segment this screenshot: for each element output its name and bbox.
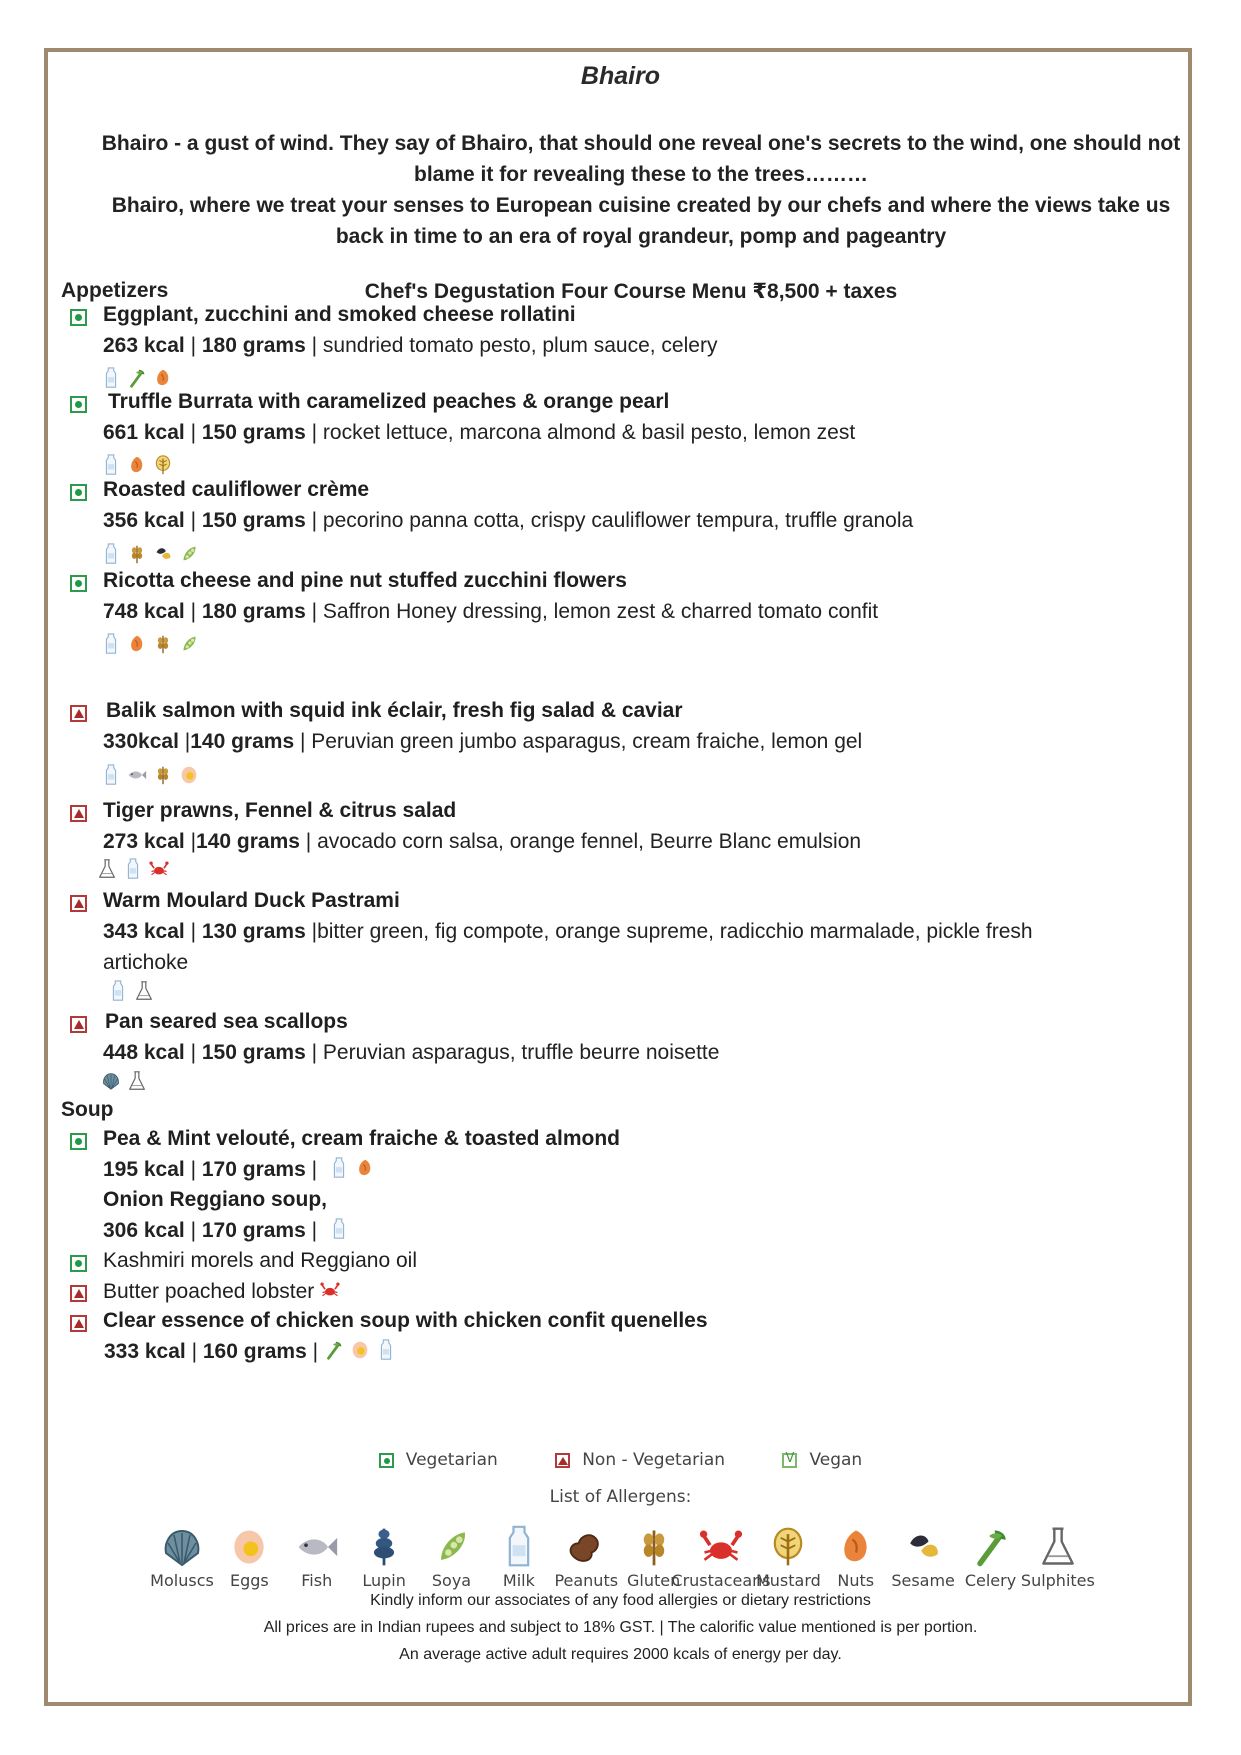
dish-detail: [103, 916, 1123, 978]
separator: |: [184, 1041, 202, 1064]
section-soup: Soup: [61, 1098, 114, 1121]
dish-kcal: 306 kcal: [103, 1219, 185, 1242]
sesame-icon: [153, 543, 173, 565]
sulphites-icon: [127, 1070, 147, 1092]
allergen-icons: [97, 858, 169, 880]
allergen-label: Sesame: [891, 1571, 955, 1590]
dish-grams: 140 grams: [190, 730, 295, 753]
diet-legend: [0, 1450, 1241, 1473]
allergen-label: Nuts: [837, 1571, 875, 1590]
dish-name: [103, 1279, 340, 1304]
separator: |: [294, 730, 312, 753]
allergen-icons: [323, 1219, 349, 1242]
allergen-label: Lupin: [362, 1571, 406, 1590]
separator: |: [184, 421, 202, 444]
allergen-icons: [318, 1340, 396, 1363]
dish-kcal: 356 kcal: [103, 509, 185, 532]
dish-detail: [104, 1336, 1124, 1367]
dish-grams: 180 grams: [201, 334, 306, 357]
celery-icon: [127, 367, 147, 389]
dish-detail: [103, 826, 1123, 857]
dish-detail: [103, 596, 1123, 627]
allergen-icons: [101, 1070, 147, 1092]
allergen-label: Eggs: [229, 1571, 269, 1590]
dish-detail: [103, 1215, 1123, 1246]
separator: |: [178, 730, 191, 753]
dish-grams: 130 grams: [201, 920, 306, 943]
allergen-label: Peanuts: [554, 1571, 619, 1590]
nonveg-mark-icon: [555, 1453, 570, 1468]
diet-mark: [70, 1255, 87, 1272]
diet-mark: [70, 309, 87, 326]
diet-mark: [70, 1133, 87, 1150]
dish-detail: [103, 1154, 1123, 1185]
separator: |: [305, 1041, 323, 1064]
dish-kcal: 273 kcal: [103, 830, 185, 853]
dish-kcal: 661 kcal: [103, 421, 185, 444]
allergen-label: Milk: [502, 1571, 535, 1590]
sulphites-icon: [1036, 1525, 1080, 1569]
dish-grams: 150 grams: [201, 509, 306, 532]
allergen-legend-item: [891, 1523, 955, 1590]
allergen-list-title: List of Allergens:: [549, 1487, 692, 1507]
allergen-legend: [150, 1523, 1095, 1590]
dish-name: Kashmiri morels and Reggiano oil: [103, 1249, 417, 1272]
dish-name: Ricotta cheese and pine nut stuffed zucchini flowers: [103, 569, 627, 592]
allergen-label: Fish: [301, 1571, 333, 1590]
dish-grams: 160 grams: [202, 1340, 307, 1363]
celery-icon: [324, 1339, 344, 1361]
nuts-icon: [127, 633, 147, 655]
dish-grams: 170 grams: [201, 1158, 306, 1181]
eggs-icon: [227, 1525, 271, 1569]
sesame-icon: [901, 1525, 945, 1569]
diet-mark: [70, 895, 87, 912]
dish-grams: 150 grams: [201, 1041, 306, 1064]
crustaceans-icon: [699, 1525, 743, 1569]
dish-name: Pan seared sea scallops: [105, 1010, 348, 1033]
milk-icon: [497, 1525, 541, 1569]
allergen-icons: [101, 454, 173, 476]
intro-line-1: Bhairo - a gust of wind. They say of Bhairo, that should one reveal one's secrets to the wind, one should not blame it for revealing these to the trees………: [101, 132, 1181, 186]
milk-icon: [108, 980, 128, 1002]
diet-mark: [70, 484, 87, 501]
separator: |: [305, 1219, 323, 1242]
nuts-icon: [127, 454, 147, 476]
section-appetizers: Appetizers: [61, 279, 169, 302]
legend-label: Vegetarian: [405, 1450, 498, 1470]
allergen-icons: [101, 764, 199, 786]
veg-mark-icon: [379, 1453, 394, 1468]
restaurant-title: Bhairo: [580, 62, 661, 90]
dish-name-text: Butter poached lobster: [103, 1280, 315, 1303]
allergen-icons: [101, 633, 199, 655]
legend-vegetarian: [379, 1450, 498, 1470]
crustaceans-icon: [149, 858, 169, 880]
dish-name: Clear essence of chicken soup with chicken confit quenelles: [103, 1309, 708, 1332]
diet-mark: [70, 705, 87, 722]
dish-grams: 170 grams: [201, 1219, 306, 1242]
dish-detail: [103, 417, 1123, 448]
dish-kcal: 748 kcal: [103, 600, 185, 623]
dish-detail: [103, 505, 1123, 536]
dish-description: rocket lettuce, marcona almond & basil pesto, lemon zest: [322, 421, 856, 444]
dish-grams: 140 grams: [196, 830, 300, 853]
dish-description: Peruvian asparagus, truffle beurre noisette: [322, 1041, 720, 1064]
dish-detail: [103, 330, 1123, 361]
dish-kcal: 263 kcal: [103, 334, 185, 357]
allergen-legend-item: [824, 1523, 888, 1590]
separator: |: [305, 1158, 323, 1181]
separator: |: [305, 421, 323, 444]
dish-kcal: 195 kcal: [103, 1158, 185, 1181]
legend-non-vegetarian: [555, 1450, 725, 1470]
dish-grams: 150 grams: [201, 421, 306, 444]
dish-kcal: 333 kcal: [104, 1340, 186, 1363]
legend-label: Vegan: [809, 1450, 863, 1470]
allergen-icons: [101, 367, 173, 389]
dish-description: avocado corn salsa, orange fennel, Beurre Blanc emulsion: [317, 830, 862, 853]
celery-icon: [969, 1525, 1013, 1569]
diet-mark: [70, 805, 87, 822]
dish-description: sundried tomato pesto, plum sauce, celery: [322, 334, 718, 357]
legend-label: Non - Vegetarian: [582, 1450, 726, 1470]
moluscs-icon: [101, 1070, 121, 1092]
allergen-legend-item: [487, 1523, 551, 1590]
allergen-icons: [108, 980, 154, 1002]
milk-icon: [101, 454, 121, 476]
soya-icon: [430, 1525, 474, 1569]
allergen-icons: [314, 1280, 340, 1303]
separator: |: [185, 1340, 203, 1363]
nuts-icon: [355, 1157, 375, 1179]
dish-name: Pea & Mint velouté, cream fraiche & toasted almond: [103, 1127, 620, 1150]
dish-detail: [103, 726, 1123, 757]
peanuts-icon: [564, 1525, 608, 1569]
soya-icon: [179, 633, 199, 655]
footer-price-note: All prices are in Indian rupees and subject to 18% GST. | The calorific value mentioned is per portion.: [263, 1619, 978, 1636]
separator: |: [305, 920, 318, 943]
allergen-legend-item: [554, 1523, 618, 1590]
sulphites-icon: [97, 858, 117, 880]
separator: |: [306, 1340, 319, 1363]
milk-icon: [101, 633, 121, 655]
dish-name: Balik salmon with squid ink éclair, fresh fig salad & caviar: [106, 699, 683, 722]
gluten-icon: [153, 764, 173, 786]
fish-icon: [127, 764, 147, 786]
footer-allergy-note: Kindly inform our associates of any food allergies or dietary restrictions: [370, 1592, 871, 1609]
diet-mark: [70, 1285, 87, 1302]
moluscs-icon: [160, 1525, 204, 1569]
diet-mark: [70, 396, 87, 413]
allergen-label: Soya: [431, 1571, 472, 1590]
milk-icon: [123, 858, 143, 880]
separator: |: [184, 830, 197, 853]
allergen-legend-item: [150, 1523, 214, 1590]
allergen-label: Crustaceans: [671, 1571, 771, 1590]
menu-heading: Chef's Degustation Four Course Menu ₹8,500 + taxes: [364, 280, 898, 303]
milk-icon: [376, 1339, 396, 1361]
eggs-icon: [350, 1339, 370, 1361]
dish-kcal: 330kcal: [103, 730, 179, 753]
legend-vegan: [782, 1450, 862, 1470]
dish-kcal: 448 kcal: [103, 1041, 185, 1064]
dish-description: Peruvian green jumbo asparagus, cream fraiche, lemon gel: [311, 730, 863, 753]
separator: |: [305, 334, 323, 357]
intro-line-2: Bhairo, where we treat your senses to European cuisine created by our chefs and where the views take us back in time to an era of royal grandeur, pomp and pageantry: [111, 194, 1171, 248]
separator: |: [184, 1219, 202, 1242]
soya-icon: [179, 543, 199, 565]
vegan-mark-icon: [782, 1453, 797, 1468]
dish-kcal: 343 kcal: [103, 920, 185, 943]
dish-description: pecorino panna cotta, crispy cauliflower tempura, truffle granola: [322, 509, 914, 532]
dish-description: bitter green, fig compote, orange supreme, radicchio marmalade, pickle fresh artichoke: [103, 920, 1033, 974]
allergen-legend-item: [420, 1523, 484, 1590]
dish-name: Tiger prawns, Fennel & citrus salad: [103, 799, 457, 822]
allergen-legend-item: [285, 1523, 349, 1590]
separator: |: [299, 830, 318, 853]
eggs-icon: [179, 764, 199, 786]
separator: |: [184, 920, 202, 943]
intro-text: [100, 128, 1182, 252]
allergen-legend-item: [671, 1523, 771, 1590]
dish-name: Truffle Burrata with caramelized peaches & orange pearl: [108, 390, 670, 413]
allergen-label: Mustard: [755, 1571, 821, 1590]
milk-icon: [101, 543, 121, 565]
allergen-legend-item: [959, 1523, 1023, 1590]
allergen-legend-item: [217, 1523, 281, 1590]
milk-icon: [329, 1218, 349, 1240]
lupin-icon: [362, 1525, 406, 1569]
separator: |: [184, 509, 202, 532]
nuts-icon: [153, 367, 173, 389]
allergen-label: Celery: [964, 1571, 1017, 1590]
dish-name: Eggplant, zucchini and smoked cheese rollatini: [103, 303, 576, 326]
nuts-icon: [834, 1525, 878, 1569]
separator: |: [305, 509, 323, 532]
dish-grams: 180 grams: [201, 600, 306, 623]
gluten-icon: [127, 543, 147, 565]
allergen-label: Gluten: [627, 1571, 681, 1590]
dish-name: Onion Reggiano soup,: [103, 1188, 327, 1211]
gluten-icon: [632, 1525, 676, 1569]
allergen-legend-item: [1020, 1523, 1095, 1590]
dish-detail: [103, 1037, 1123, 1068]
dish-name: Warm Moulard Duck Pastrami: [103, 889, 400, 912]
separator: |: [305, 600, 323, 623]
footer-energy-note: An average active adult requires 2000 kcals of energy per day.: [399, 1646, 842, 1663]
diet-mark: [70, 1315, 87, 1332]
dish-name: Roasted cauliflower crème: [103, 478, 370, 501]
mustard-icon: [766, 1525, 810, 1569]
separator: |: [184, 600, 202, 623]
separator: |: [184, 334, 202, 357]
separator: |: [184, 1158, 202, 1181]
allergen-legend-item: [352, 1523, 416, 1590]
gluten-icon: [153, 633, 173, 655]
sulphites-icon: [134, 980, 154, 1002]
diet-mark: [70, 1016, 87, 1033]
crustaceans-icon: [320, 1279, 340, 1301]
allergen-icons: [101, 543, 199, 565]
allergen-icons: [323, 1158, 375, 1181]
dish-description: Saffron Honey dressing, lemon zest & charred tomato confit: [322, 600, 879, 623]
milk-icon: [329, 1157, 349, 1179]
fish-icon: [295, 1525, 339, 1569]
milk-icon: [101, 367, 121, 389]
allergen-label: Moluscs: [150, 1571, 214, 1590]
diet-mark: [70, 575, 87, 592]
milk-icon: [101, 764, 121, 786]
allergen-legend-item: [756, 1523, 820, 1590]
mustard-icon: [153, 454, 173, 476]
allergen-label: Sulphites: [1020, 1571, 1095, 1590]
